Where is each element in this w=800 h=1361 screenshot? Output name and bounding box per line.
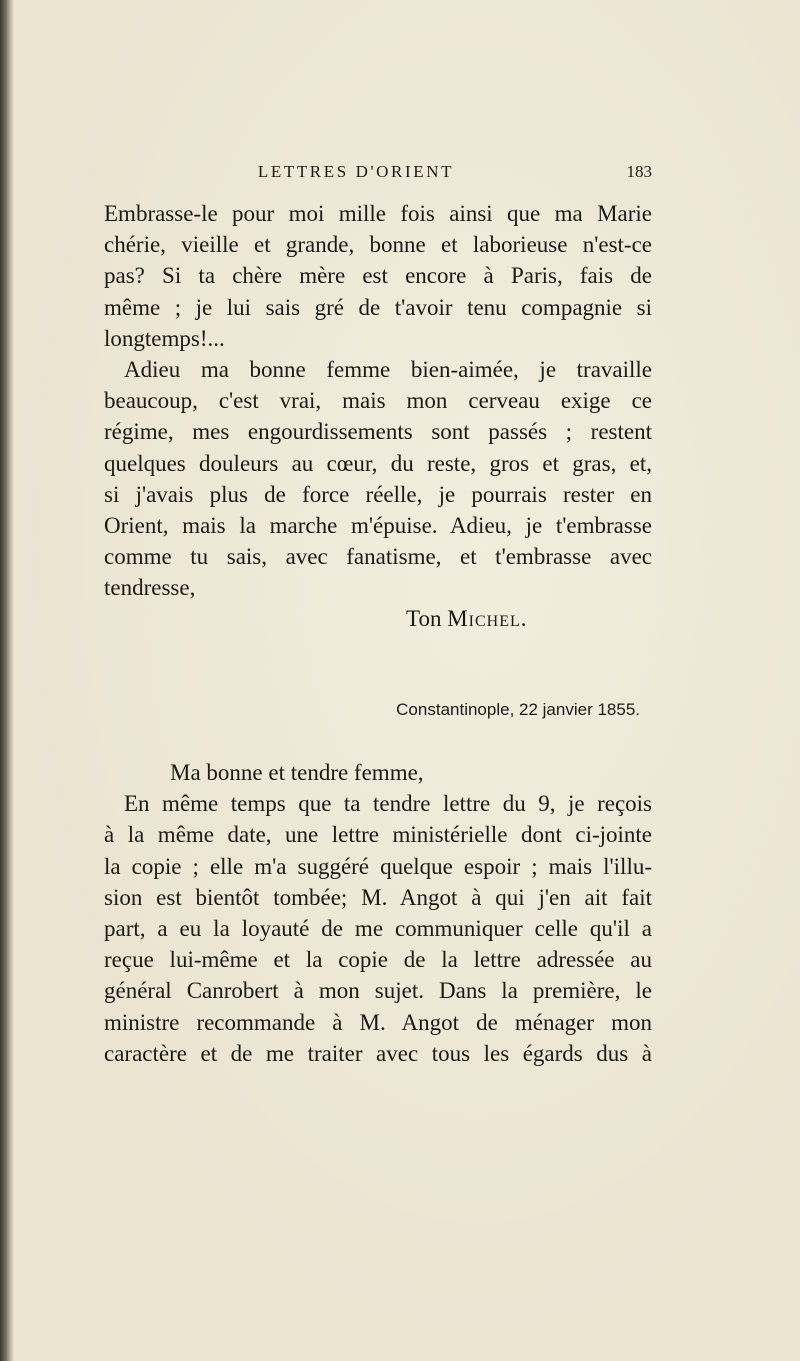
text-line: la copie ; elle m'a suggéré quelque espoir ; mais l'illu- (104, 853, 652, 879)
text-line: tendresse, (104, 575, 196, 601)
running-title: LETTRES D'ORIENT (257, 162, 455, 181)
text-line: quelques douleurs au cœur, du reste, gros et gras, et, (104, 450, 652, 476)
text-line: même ; je lui sais gré de t'avoir tenu compagnie si (104, 294, 652, 320)
text-line: reçue lui-même et la copie de la lettre adressée au (104, 947, 652, 973)
text-line: ministre recommande à M. Angot de ménager mon (104, 1009, 652, 1035)
signature-first: Ton (406, 606, 442, 632)
running-head (100, 160, 652, 184)
page-number: 183 (626, 162, 652, 181)
binding-edge (0, 0, 14, 1361)
text-line: beaucoup, c'est vrai, mais mon cerveau exige ce (104, 388, 652, 414)
text-line: Orient, mais la marche m'épuise. Adieu, je t'embrasse (104, 512, 652, 538)
text-line: régime, mes engourdissements sont passés ; restent (104, 419, 652, 445)
text-line: chérie, vieille et grande, bonne et laborieuse n'est-ce (104, 232, 652, 258)
text-line: En même temps que ta tendre lettre du 9, je reçois (124, 791, 652, 817)
salutation: Ma bonne et tendre femme, (170, 760, 424, 785)
text-line: part, a eu la loyauté de me communiquer celle qu'il a (104, 915, 652, 941)
text-line: Embrasse-le pour moi mille fois ainsi que ma Marie (104, 201, 652, 226)
signature (104, 603, 652, 634)
letter-1-body (104, 198, 652, 635)
text-line: général Canrobert à mon sujet. Dans la première, le (104, 978, 652, 1004)
text-line: comme tu sais, avec fanatisme, et t'embrasse avec (104, 544, 652, 570)
text-line: longtemps!... (104, 325, 225, 351)
text-line: Adieu ma bonne femme bien-aimée, je travaille (124, 356, 652, 382)
text-line: sion est bientôt tombée; M. Angot à qui j'en ait fait (104, 884, 652, 910)
dateline: Constantinople, 22 janvier 1855. (396, 700, 640, 719)
signature-surname: Michel. (447, 606, 528, 632)
letter-2-body (104, 757, 652, 1069)
text-line: à la même date, une lettre ministérielle dont ci-jointe (104, 822, 652, 848)
text-line: si j'avais plus de force réelle, je pourrais rester en (104, 481, 652, 507)
text-line: pas? Si ta chère mère est encore à Paris, fais de (104, 263, 652, 289)
text-line: caractère et de me traiter avec tous les égards dus à (104, 1040, 652, 1066)
